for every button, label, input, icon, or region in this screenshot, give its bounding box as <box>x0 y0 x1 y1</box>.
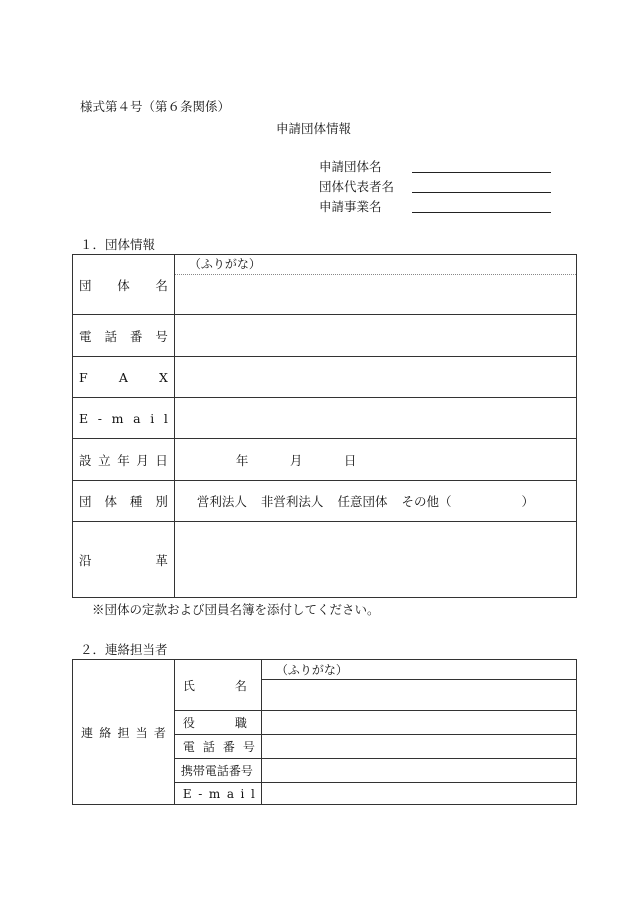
document-title: 申請団体情報 <box>276 121 352 136</box>
form-number: 様式第４号（第６条関係） <box>80 99 231 114</box>
applicant-project-label: 申請事業名 <box>319 199 382 214</box>
contact-name-label: 氏 名 <box>174 660 261 711</box>
applicant-org-name-label: 申請団体名 <box>319 159 382 174</box>
applicant-org-name-field[interactable] <box>412 172 551 173</box>
contact-mobile-field[interactable] <box>261 759 576 783</box>
fax-field[interactable] <box>174 357 576 398</box>
applicant-representative-field[interactable] <box>412 192 551 193</box>
applicant-representative-label: 団体代表者名 <box>319 179 395 194</box>
phone-label: 電 話 番 号 <box>73 315 175 357</box>
furigana-label: （ふりがな） <box>175 255 576 275</box>
type-option-for-profit[interactable]: 営利法人 <box>196 494 247 509</box>
year-unit: 年 <box>235 452 249 468</box>
month-unit: 月 <box>289 452 303 468</box>
phone-field[interactable] <box>174 315 576 357</box>
contact-furigana-field[interactable] <box>261 660 576 680</box>
email-label: E - m a i l <box>73 398 175 439</box>
attachment-note: ※団体の定款および団員名簿を添付してください。 <box>92 602 380 617</box>
type-option-other[interactable]: その他（ <box>401 494 452 509</box>
contact-position-label: 役 職 <box>174 711 261 735</box>
org-type-field[interactable] <box>174 481 576 522</box>
contact-furigana-label: （ふりがな） <box>275 663 348 677</box>
contact-name-field[interactable] <box>261 680 576 711</box>
org-name-field[interactable] <box>174 255 576 315</box>
contact-person-table <box>72 659 577 805</box>
section1-heading: １．団体情報 <box>80 237 156 252</box>
established-date-label: 設 立 年 月 日 <box>73 439 175 481</box>
section2-heading: ２．連絡担当者 <box>80 642 168 657</box>
organization-info-table <box>72 254 577 598</box>
applicant-project-row <box>319 197 551 213</box>
history-label: 沿 革 <box>73 522 175 598</box>
email-field[interactable] <box>174 398 576 439</box>
type-option-non-profit[interactable]: 非営利法人 <box>260 494 324 509</box>
applicant-project-field[interactable] <box>412 212 551 213</box>
contact-group-label: 連 絡 担 当 者 <box>73 660 175 805</box>
contact-email-field[interactable] <box>261 783 576 805</box>
type-option-voluntary[interactable]: 任意団体 <box>337 494 388 509</box>
org-name-label: 団 体 名 <box>73 255 175 315</box>
applicant-representative-row <box>319 177 551 193</box>
history-field[interactable] <box>174 522 576 598</box>
contact-mobile-label: 携帯電話番号 <box>174 759 261 783</box>
contact-phone-label: 電 話 番 号 <box>174 735 261 759</box>
applicant-org-name-row <box>319 157 551 173</box>
contact-position-field[interactable] <box>261 711 576 735</box>
established-date-field[interactable] <box>174 439 576 481</box>
org-type-label: 団 体 種 別 <box>73 481 175 522</box>
fax-label: F A X <box>73 357 175 398</box>
day-unit: 日 <box>343 452 357 468</box>
contact-phone-field[interactable] <box>261 735 576 759</box>
type-option-other-close: ） <box>521 494 534 509</box>
contact-email-label: E - m a i l <box>174 783 261 805</box>
